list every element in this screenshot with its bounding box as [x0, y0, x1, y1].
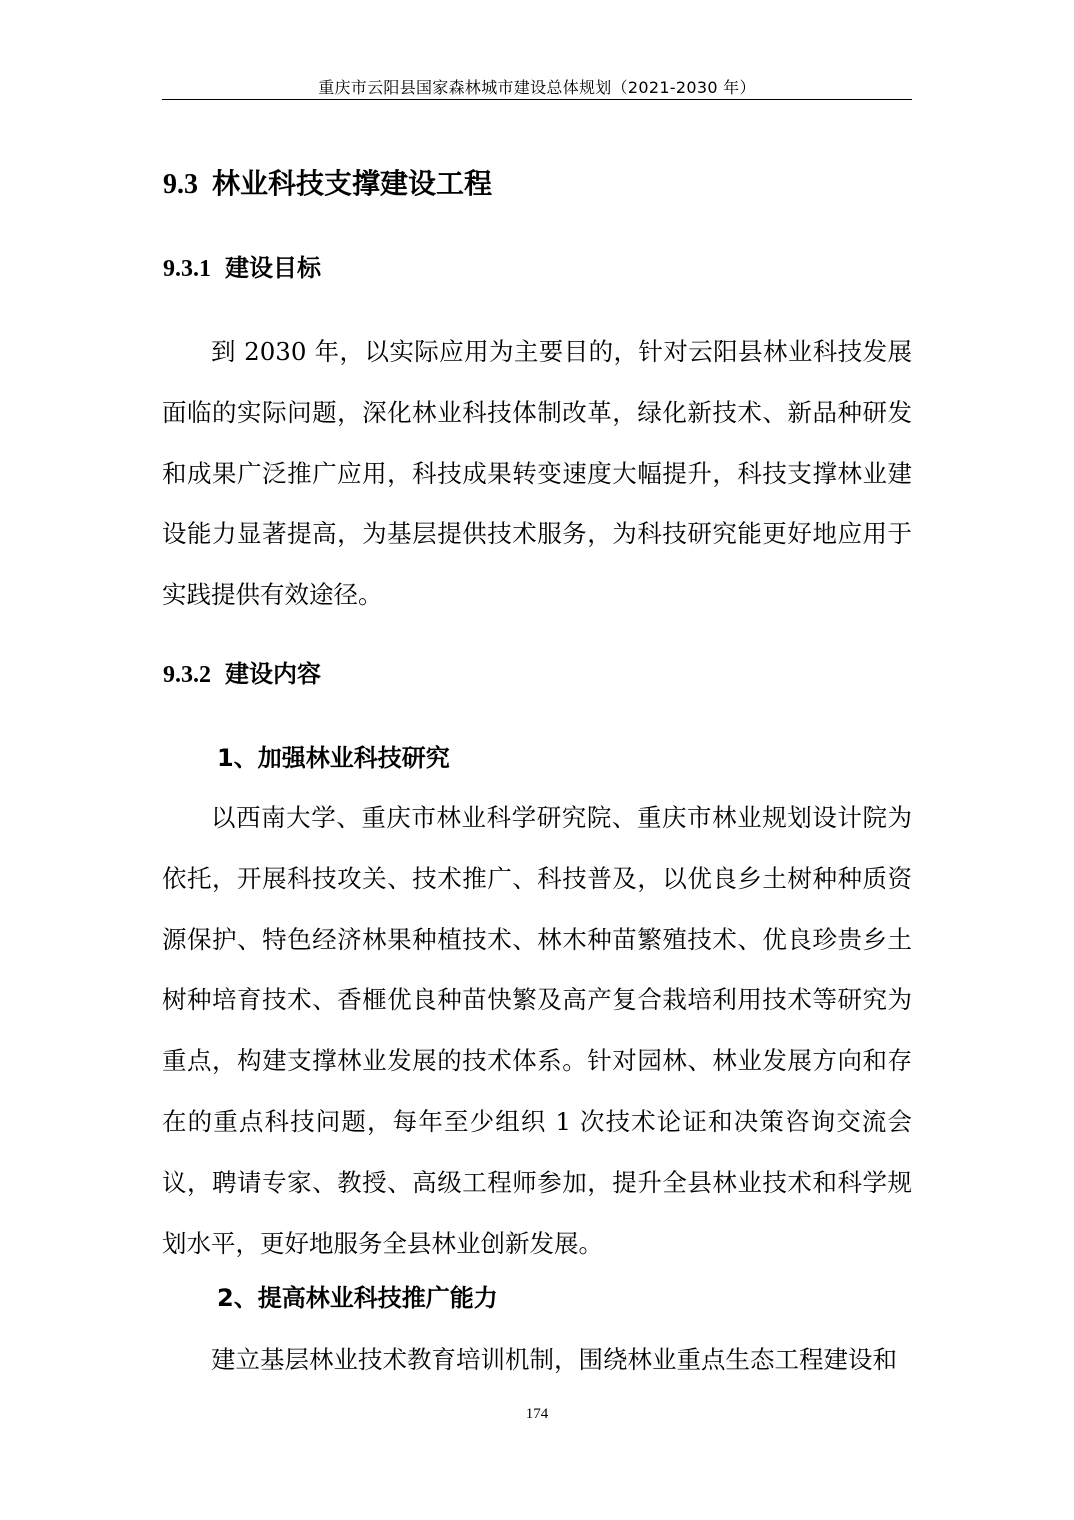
subsection-title: 建设目标 — [225, 254, 321, 282]
subsection-title: 建设内容 — [225, 660, 321, 688]
item-heading-research: 1、加强林业科技研究 — [217, 744, 450, 772]
subsection-number: 9.3.2 — [163, 662, 211, 688]
item-heading-extension: 2、提高林业科技推广能力 — [217, 1284, 498, 1312]
section-number: 9.3 — [163, 169, 198, 200]
paragraph-extension: 建立基层林业技术教育培训机制，围绕林业重点生态工程建设和 — [211, 1345, 897, 1374]
running-header: 重庆市云阳县国家森林城市建设总体规划（2021-2030 年） — [318, 78, 756, 97]
header-rule — [162, 99, 912, 100]
section-heading — [163, 164, 492, 205]
subsection-heading-content — [163, 656, 321, 693]
section-title: 林业科技支撑建设工程 — [212, 167, 493, 200]
paragraph-research: 以西南大学、重庆市林业科学研究院、重庆市林业规划设计院为依托，开展科技攻关、技术推广、科技普及，以优良乡土树种种质资源保护、特色经济林果种植技术、林木种苗繁殖技术、优良珍贵乡土树种培育技术、香榧优良种苗快繁及高产复合栽培利用技术等研究为重点，构建支撑林业发展的技术体系。针对园林、林业发展方向和存在的重点科技问题，每年至少组织 1 次技术论证和决策咨询交流会议，聘请专家、教授、高级工程师参加，提升全县林业技术和科学规划水平，更好地服务全县林业创新发展。 — [162, 803, 912, 1258]
subsection-number: 9.3.1 — [163, 256, 211, 282]
page-number: 174 — [525, 1406, 549, 1422]
paragraph-goals: 到 2030 年，以实际应用为主要目的，针对云阳县林业科技发展面临的实际问题，深化林业科技体制改革，绿化新技术、新品种研发和成果广泛推广应用，科技成果转变速度大幅提升，科技支撑林业建设能力显著提高，为基层提供技术服务，为科技研究能更好地应用于实践提供有效途径。 — [162, 337, 912, 610]
subsection-heading-goals — [163, 250, 321, 287]
